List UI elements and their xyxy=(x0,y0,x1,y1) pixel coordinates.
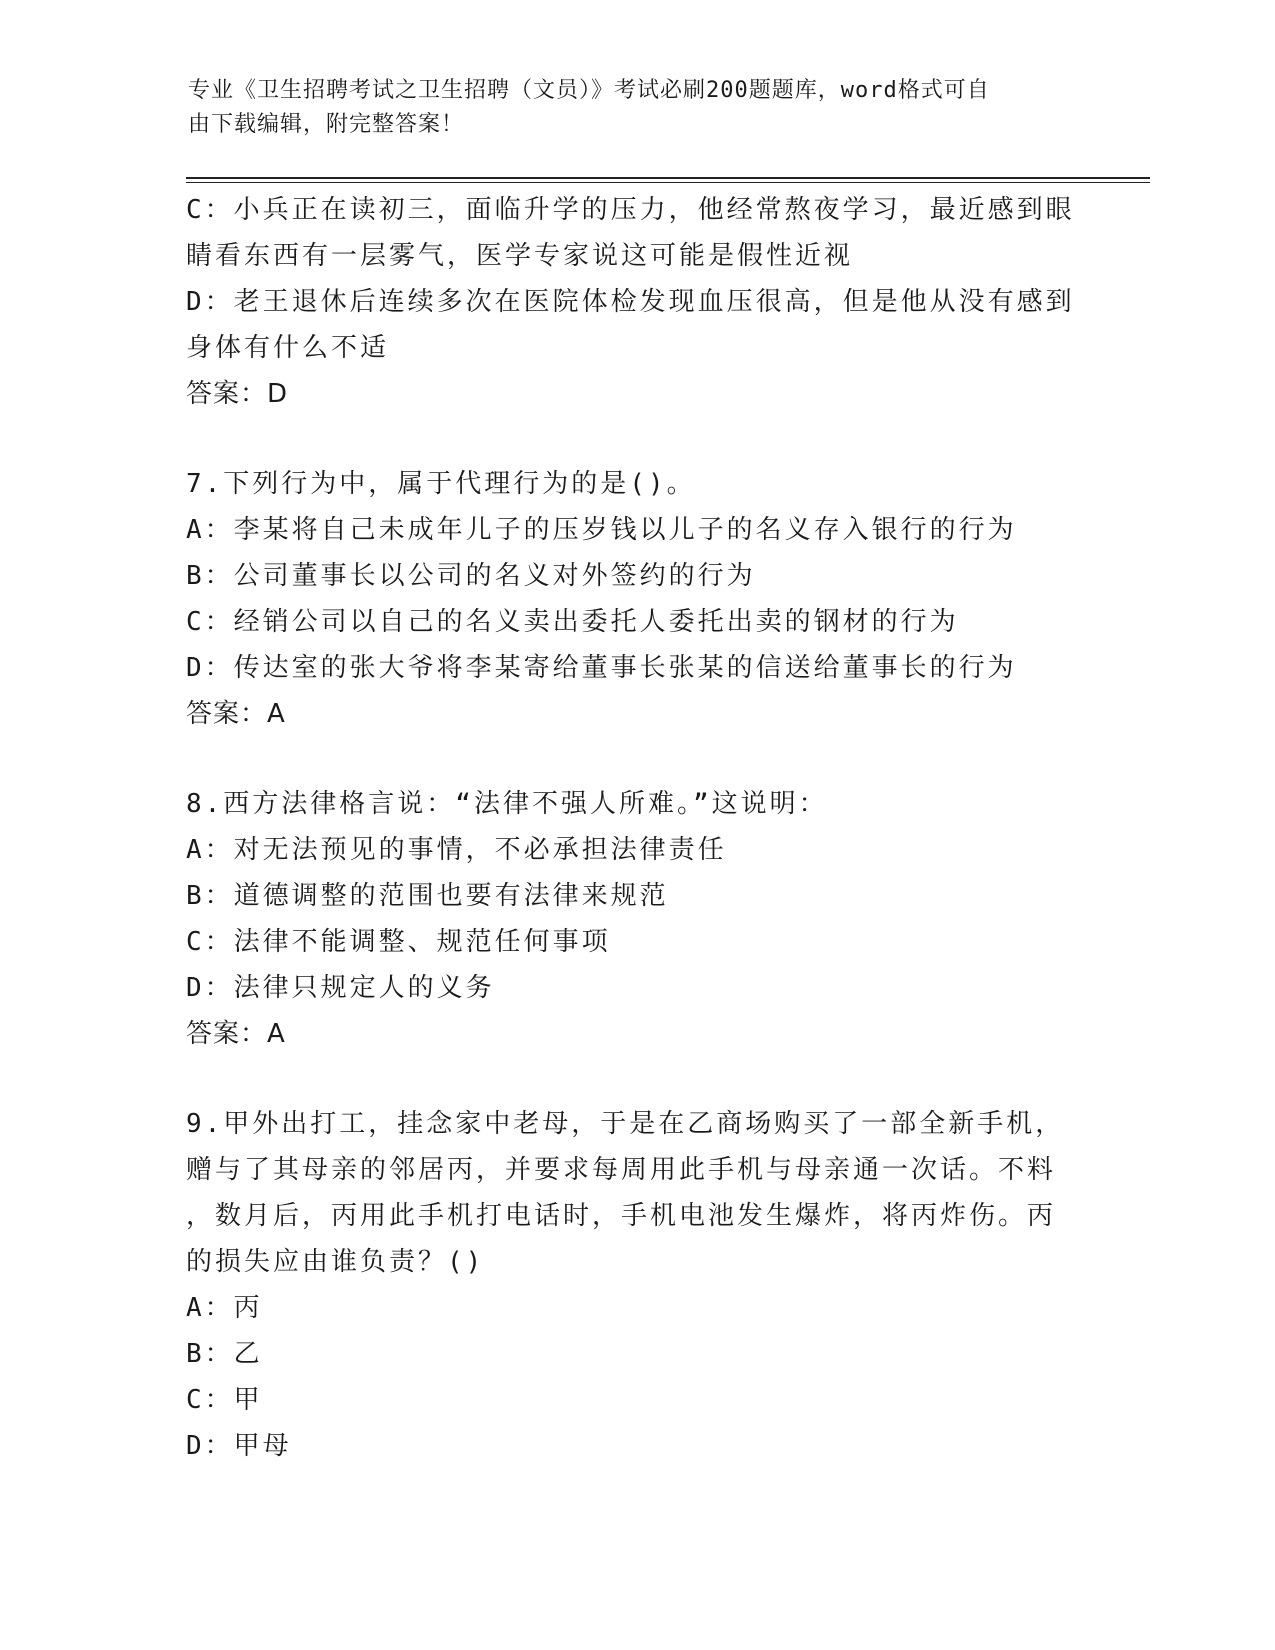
header-divider-thin xyxy=(186,182,1150,183)
header-divider xyxy=(186,177,1150,179)
question-9-stem-line-3: ，数月后，丙用此手机打电话时，手机电池发生爆炸，将丙炸伤。丙 xyxy=(186,1201,1057,1231)
header-title-line-2: 由下载编辑，附完整答案！ xyxy=(188,112,465,137)
question-9-option-a: A：丙 xyxy=(186,1293,263,1323)
question-7-option-c: C：经销公司以自己的名义卖出委托人委托出卖的钢材的行为 xyxy=(186,607,959,637)
question-6-option-c-line-2: 睛看东西有一层雾气，医学专家说这可能是假性近视 xyxy=(186,241,854,271)
question-6-option-d-line-2: 身体有什么不适 xyxy=(186,333,390,363)
spacer xyxy=(186,417,1086,461)
question-6-option-c-line-1: C：小兵正在读初三，面临升学的压力，他经常熬夜学习，最近感到眼 xyxy=(186,195,1075,225)
question-9-stem-line-4: 的损失应由谁负责？() xyxy=(186,1247,485,1277)
header-title-line-1: 专业《卫生招聘考试之卫生招聘（文员）》考试必刷200题题库，word格式可自 xyxy=(188,78,990,103)
question-9-option-d: D：甲母 xyxy=(186,1431,292,1461)
question-7-stem: 7.下列行为中，属于代理行为的是()。 xyxy=(186,469,696,499)
question-8-block xyxy=(186,781,1086,1057)
document-body xyxy=(186,187,1086,1469)
document-header xyxy=(188,74,1068,142)
spacer xyxy=(186,1057,1086,1101)
question-6-block xyxy=(186,187,1086,417)
question-8-option-d: D：法律只规定人的义务 xyxy=(186,973,495,1003)
question-8-option-c: C：法律不能调整、规范任何事项 xyxy=(186,927,611,957)
question-9-stem-line-2: 赠与了其母亲的邻居丙，并要求每周用此手机与母亲通一次话。不料 xyxy=(186,1155,1057,1185)
question-8-option-b: B：道德调整的范围也要有法律来规范 xyxy=(186,881,669,911)
question-7-answer: 答案：A xyxy=(186,699,286,729)
question-8-answer: 答案：A xyxy=(186,1019,286,1049)
question-8-option-a: A：对无法预见的事情，不必承担法律责任 xyxy=(186,835,727,865)
question-6-answer: 答案：D xyxy=(186,379,289,409)
question-9-option-c: C：甲 xyxy=(186,1385,263,1415)
spacer xyxy=(186,737,1086,781)
question-7-option-a: A：李某将自己未成年儿子的压岁钱以儿子的名义存入银行的行为 xyxy=(186,515,1017,545)
question-7-option-d: D：传达室的张大爷将李某寄给董事长张某的信送给董事长的行为 xyxy=(186,653,1017,683)
question-9-option-b: B：乙 xyxy=(186,1339,263,1369)
question-8-stem: 8.西方法律格言说：“法律不强人所难。”这说明： xyxy=(186,789,828,819)
question-6-option-d-line-1: D：老王退休后连续多次在医院体检发现血压很高，但是他从没有感到 xyxy=(186,287,1075,317)
question-9-block xyxy=(186,1101,1086,1469)
question-7-block xyxy=(186,461,1086,737)
question-9-stem-line-1: 9.甲外出打工，挂念家中老母，于是在乙商场购买了一部全新手机， xyxy=(186,1109,1065,1139)
question-7-option-b: B：公司董事长以公司的名义对外签约的行为 xyxy=(186,561,756,591)
